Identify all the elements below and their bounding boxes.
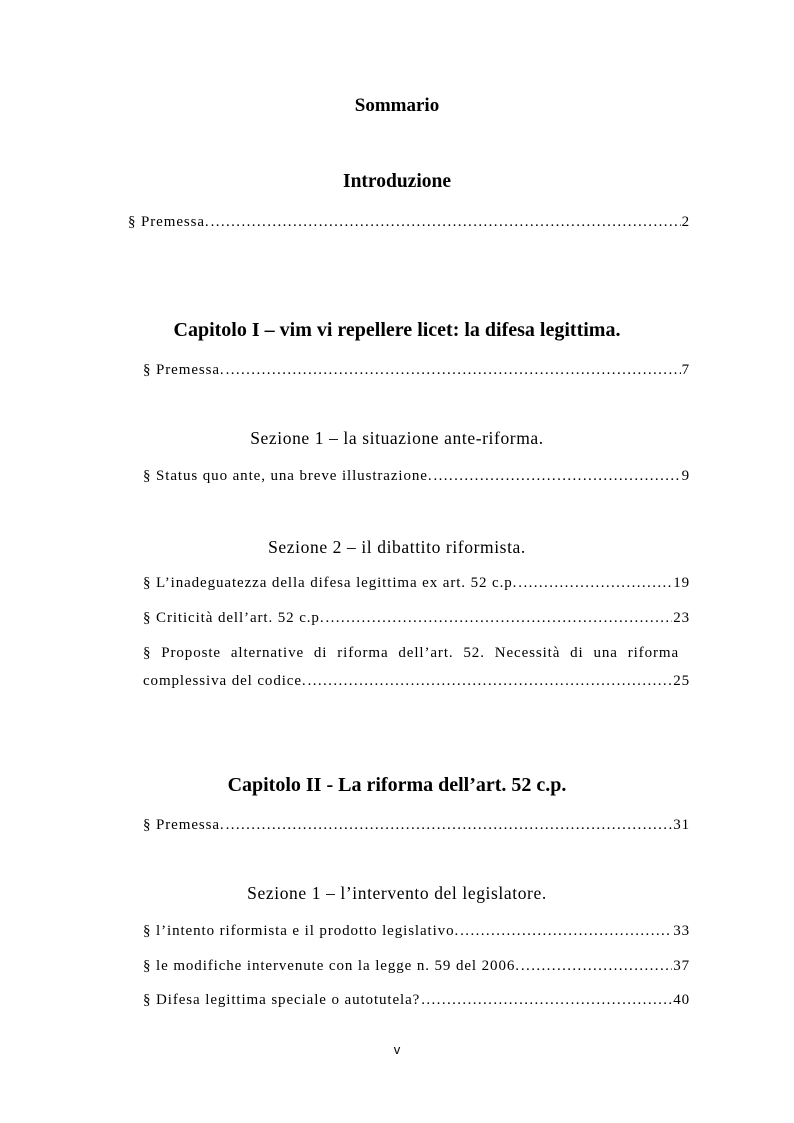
dot-leader: [325, 608, 672, 628]
toc-entry-label: § Premessa.: [128, 214, 210, 230]
introduction-title: Introduzione: [343, 171, 451, 192]
dot-leader: [433, 466, 680, 486]
toc-entry-label-line1[interactable]: § Proposte alternative di riforma dell’art. 52. Necessità di una riforma: [143, 645, 679, 661]
toc-entry[interactable]: [128, 212, 690, 232]
toc-entry[interactable]: [143, 671, 690, 691]
toc-entry-page: 23: [673, 610, 690, 626]
chapter1-title: Capitolo I – vim vi repellere licet: la difesa legittima.: [173, 319, 621, 341]
toc-entry-label: § l’intento riformista e il prodotto legislativo.: [143, 923, 460, 939]
chapter1-section1-title: Sezione 1 – la situazione ante-riforma.: [250, 428, 544, 448]
toc-entry-label: § Premessa.: [143, 817, 225, 833]
chapter2-section1-title: Sezione 1 – l’intervento del legislatore.: [247, 883, 547, 903]
toc-entry[interactable]: [143, 990, 690, 1010]
toc-entry-page: 19: [673, 575, 690, 591]
toc-entry-label: § le modifiche intervenute con la legge n. 59 del 2006.: [143, 958, 520, 974]
dot-leader: [421, 990, 672, 1010]
toc-entry-page: 40: [673, 992, 690, 1008]
dot-leader: [308, 671, 673, 691]
toc-entry-label: § Difesa legittima speciale o autotutela?: [143, 992, 421, 1008]
toc-entry-label: complessiva del codice.: [143, 673, 307, 689]
dot-leader: [226, 360, 681, 380]
toc-entry[interactable]: [143, 608, 690, 628]
dot-leader: [518, 573, 672, 593]
dot-leader: [521, 956, 672, 976]
page-number: v: [393, 1042, 401, 1057]
toc-entry-label: § Premessa.: [143, 362, 225, 378]
toc-entry[interactable]: [143, 466, 690, 486]
toc-entry-page: 37: [673, 958, 690, 974]
toc-entry-label: § Criticità dell’art. 52 c.p.: [143, 610, 325, 626]
dot-leader: [226, 815, 673, 835]
dot-leader: [460, 921, 672, 941]
toc-entry[interactable]: [143, 360, 690, 380]
toc-entry-label: § Status quo ante, una breve illustrazione.: [143, 468, 433, 484]
toc-entry-page: 7: [681, 362, 690, 378]
chapter2-title: Capitolo II - La riforma dell’art. 52 c.p.: [227, 774, 567, 796]
toc-entry-page: 31: [673, 817, 690, 833]
toc-entry[interactable]: [143, 815, 690, 835]
toc-entry-page: 25: [673, 673, 690, 689]
dot-leader: [211, 212, 681, 232]
toc-entry-label: § L’inadeguatezza della difesa legittima ex art. 52 c.p.: [143, 575, 518, 591]
toc-entry[interactable]: [143, 956, 690, 976]
chapter1-section2-title: Sezione 2 – il dibattito riformista.: [268, 537, 526, 557]
toc-entry[interactable]: [143, 573, 690, 593]
toc-entry-page: 2: [681, 214, 690, 230]
toc-heading: Sommario: [354, 95, 440, 116]
toc-entry-page: 9: [681, 468, 690, 484]
toc-entry-page: 33: [673, 923, 690, 939]
toc-entry[interactable]: [143, 921, 690, 941]
